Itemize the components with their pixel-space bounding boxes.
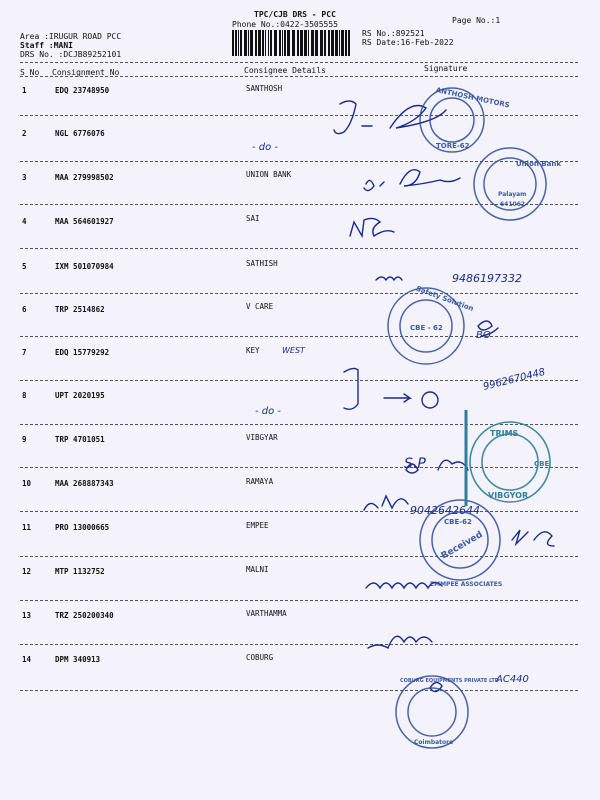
stamp-circle	[408, 688, 456, 736]
row-consignee: SAI	[246, 214, 260, 223]
row-consignee: SANTHOSH	[246, 84, 283, 93]
rs-number: RS No.:892521	[362, 29, 425, 38]
stamp-text: CBE	[534, 460, 550, 468]
stamp-text: Received	[439, 529, 485, 562]
stamp-text: ANTHOSH MOTORS	[435, 86, 511, 110]
row-consignee: V CARE	[246, 302, 274, 311]
ditto-mark: - do -	[255, 406, 282, 417]
row-consignee: UNION BANK	[246, 170, 292, 179]
stamp-text: TORE-62	[436, 142, 470, 150]
col-sno: S No	[20, 68, 40, 77]
stamp-circle	[482, 434, 538, 490]
stamp-text: Safety Solution	[414, 284, 475, 313]
ditto-mark: - do -	[252, 142, 279, 153]
row-sno: 11	[22, 523, 32, 532]
row-sno: 2	[22, 129, 27, 138]
phone-number: Phone No.:0422-3505555	[232, 20, 338, 29]
handwritten-phone: 9042642644	[410, 504, 480, 517]
col-consignment: Consignment No	[52, 68, 120, 77]
stamp-text: 641062	[500, 201, 526, 208]
drs-number: DRS No. :DCJB89252101	[20, 50, 122, 59]
row-consignment: IXM 501070984	[55, 262, 114, 271]
row-sno: 1	[22, 86, 27, 95]
stamp-text: VIBGYOR	[488, 491, 529, 500]
col-consignee: Consignee Details	[244, 66, 326, 75]
row-consignment: MAA 279998502	[55, 173, 114, 182]
row-consignment: TRP 2514862	[55, 305, 105, 314]
row-consignment: UPT 2020195	[55, 391, 105, 400]
row-consignment: MAA 564601927	[55, 217, 114, 226]
stamp-text: CBE - 62	[410, 324, 443, 332]
row-consignee: RAMAYA	[246, 477, 274, 486]
stamp-text: Union Bank	[516, 160, 561, 168]
handwritten-phone: 9486197332	[452, 272, 522, 285]
row-sno: 4	[22, 217, 27, 226]
row-consignment: EDQ 15779292	[55, 348, 110, 357]
row-consignment: EDQ 23748950	[55, 86, 110, 95]
area-label: Area :IRUGUR ROAD PCC	[20, 32, 122, 41]
stamp-text: TRIMS	[490, 429, 519, 438]
stamp-text: COBURG EQUIPMENTS PRIVATE LTD	[400, 678, 499, 684]
row-sno: 10	[22, 479, 32, 488]
stamp-circle	[396, 676, 468, 748]
row-consignee: KEY	[246, 346, 260, 355]
col-signature: Signature	[424, 64, 468, 73]
row-consignee: EMPEE	[246, 521, 269, 530]
staff-label: Staff :MANI	[20, 41, 73, 50]
handwritten-suffix: WEST	[282, 346, 305, 355]
stamp-text: Coimbatore	[414, 739, 454, 746]
stamp-circle	[474, 148, 546, 220]
row-sno: 6	[22, 305, 27, 314]
row-sno: 13	[22, 611, 32, 620]
row-consignee: COBURG	[246, 653, 274, 662]
report-title: TPC/CJB DRS - PCC	[254, 10, 336, 19]
page-number: Page No.:1	[452, 16, 501, 25]
row-consignment: MAA 268887343	[55, 479, 114, 488]
row-consignee: SATHISH	[246, 259, 278, 268]
row-consignment: DPM 340913	[55, 655, 101, 664]
row-consignment: NGL 6776076	[55, 129, 105, 138]
row-sno: 12	[22, 567, 32, 576]
row-consignee: MALNI	[246, 565, 269, 574]
handwritten-initials: S.P	[404, 456, 426, 472]
row-sno: 8	[22, 391, 27, 400]
handwritten-phone: 9962670448	[482, 366, 547, 393]
rs-date: RS Date:16-Feb-2022	[362, 38, 454, 47]
stamp-text: Palayam	[498, 191, 527, 198]
stamp-circle	[430, 98, 474, 142]
row-consignee: VIBGYAR	[246, 433, 278, 442]
row-consignment: TRP 4701051	[55, 435, 105, 444]
row-consignment: MTP 1132752	[55, 567, 105, 576]
stamp-text: EMMPEE ASSOCIATES	[430, 581, 503, 588]
row-sno: 5	[22, 262, 27, 271]
row-sno: 3	[22, 173, 27, 182]
row-consignment: TRZ 250200340	[55, 611, 114, 620]
row-sno: 7	[22, 348, 27, 357]
handwritten-initials: BO	[476, 330, 491, 341]
row-consignment: PRO 13000665	[55, 523, 110, 532]
stamp-text: CBE-62	[444, 518, 472, 526]
row-sno: 14	[22, 655, 32, 664]
row-consignee: VARTHAMMA	[246, 609, 287, 618]
row-sno: 9	[22, 435, 27, 444]
handwritten-number: AC440	[496, 674, 529, 685]
